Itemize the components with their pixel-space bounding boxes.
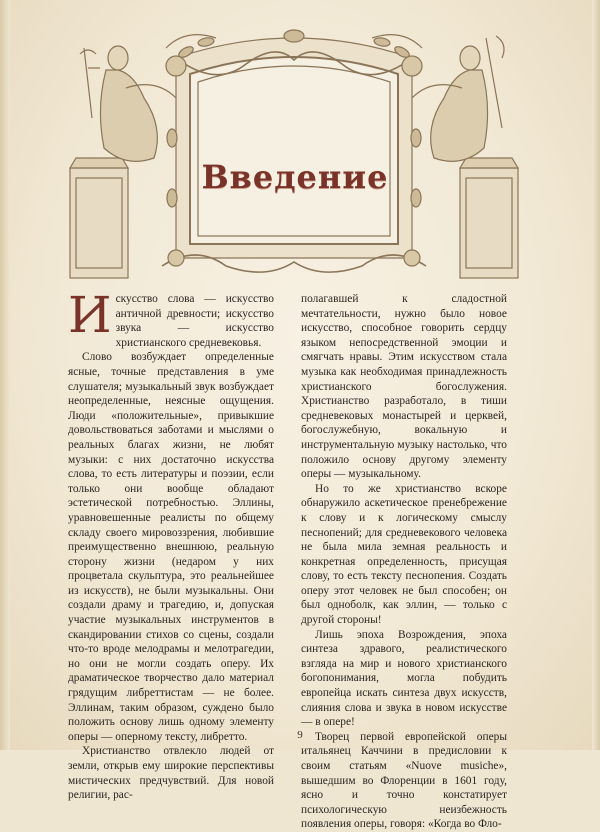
chapter-title: Введение bbox=[201, 158, 389, 196]
paragraph-text: скусство слова — искусство античной древности; искусство звука — искусство христианского средневековья. bbox=[115, 293, 274, 349]
ornamental-header-illustration bbox=[66, 18, 522, 280]
page-edge-right bbox=[592, 0, 600, 750]
paragraph: Слово возбуждает определенные ясные, точные представления в уме слушателя; музыкальный звук возбуждает неопределенные, неясные ощущения. Люди «положительные», привыкшие довольствоваться заботами и мыслями о реальных благах жизни, не любят музыки: с них достаточно искусства слова, то есть литературы и поэзии, если только они вообще обладают эстетической потребностью. Эллины, уравновешенные реалисты по общему складу своего мировоззрения, любившие преимущественно внешнюю, реальную сторону жизни (недаром у них процветала скульптура, это реальнейшее из искусств), не были музыкальны. Они создали драму и трагедию, и, допуская участие музыкальных инструментов в скандировании стихов со сцены, создали что-то вроде мелодрамы и мелотрагедии, но они не могли создать оперу. Их драматическое творчество дало материал грядущим либреттистам — не более. Эллинам, таким образом, суждено было положить основу лишь одному элементу оперы — оперному тексту, либретто. bbox=[68, 351, 274, 743]
page-edge-left bbox=[0, 0, 10, 750]
paragraph: Христианство отвлекло людей от земли, открыв ему широкие перспективы мистических предчувствий. Для новой религии, рас- bbox=[68, 745, 274, 802]
paragraph: Творец первой европейской оперы итальянец Каччини в предисловии к своим статьям «Nuove musiche», вышедшим во Флоренции в 1601 году, ясно и точно констатирует психологическую неизбежность появления оперы, говоря: «Когда во Фло- bbox=[301, 730, 507, 831]
paragraph: полагавшей к сладостной мечтательности, нужно было новое искусство, способное говорить сердцу языком непосредственной эмоции и смягчать нравы. Этим искусством стала музыка как необходимая принадлежность христианского богослужения. Христианство разработало, в тиши средневековых монастырей и церквей, богослужебную, вокальную и инструментальную музыку настолько, что положило основу другому элементу оперы — музыкальному. bbox=[301, 293, 507, 481]
drop-cap: И bbox=[68, 286, 112, 344]
page-number: 9 bbox=[297, 729, 303, 741]
paragraph: Но то же христианство вскоре обнаружило аскетическое пренебрежение к слову и к логическому смыслу песнопений; для средневекового человека не была мила земная реальность и конкретная определенность, присущая слову, то есть тексту песнопения. Создать оперу этот человек не был способен; он был одноболк, как эллин, — только с другой стороны! bbox=[301, 482, 507, 627]
text-column-right bbox=[301, 292, 507, 832]
paragraph bbox=[68, 286, 274, 350]
paragraph: Лишь эпоха Возрождения, эпоха синтеза здравого, реалистического взгляда на мир и нового христианского богопонимания, могла побудить европейца искать синтеза двух искусств, слияния слова и звука в новом искусстве — в опере! bbox=[301, 628, 507, 729]
text-column-left bbox=[68, 286, 274, 803]
